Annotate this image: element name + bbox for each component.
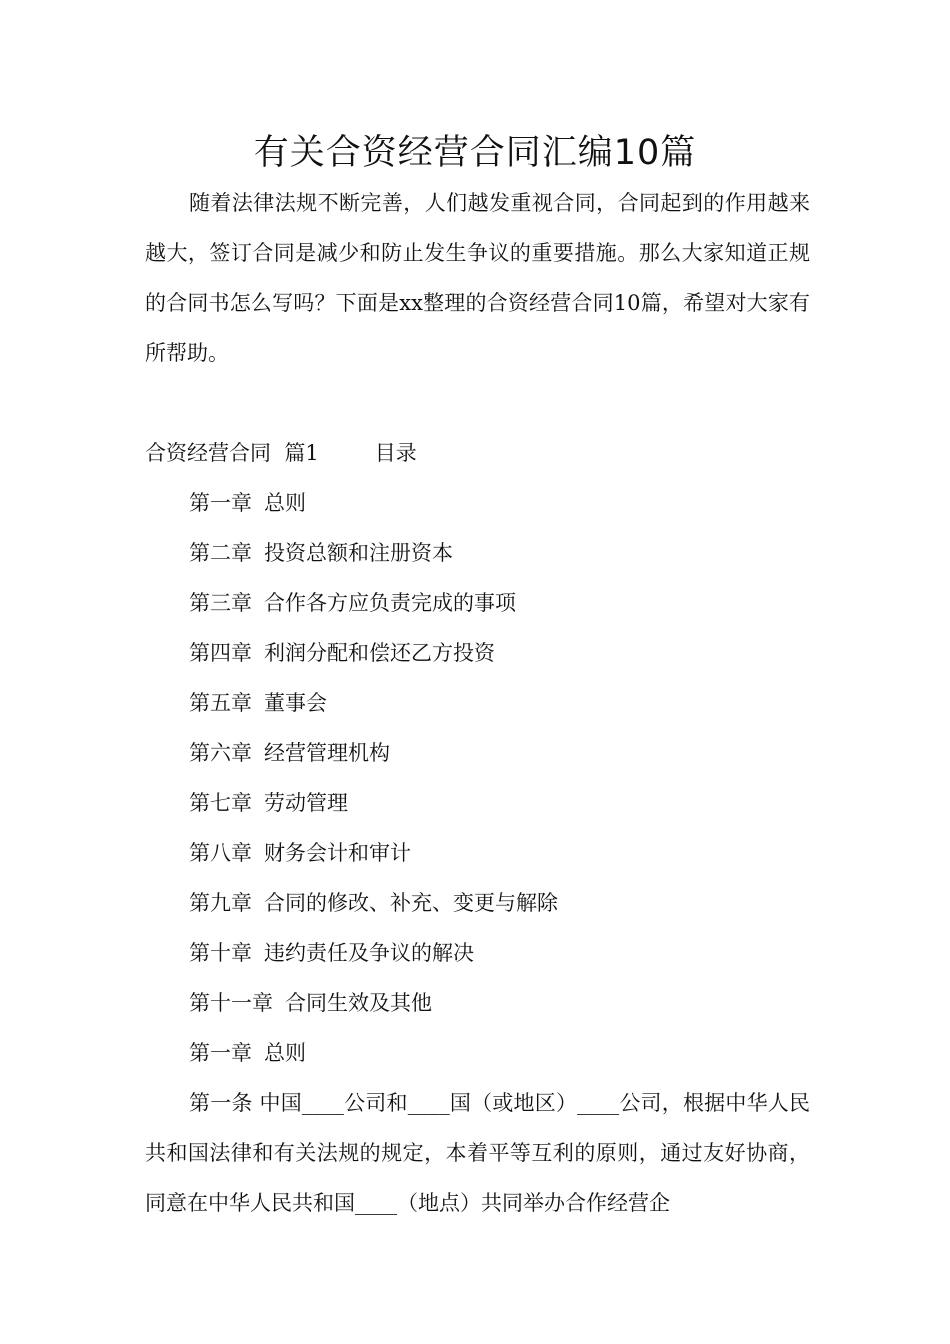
toc-chapter-number: 第四章 xyxy=(189,641,252,665)
document-body xyxy=(145,178,810,1228)
toc-chapter-name: 董事会 xyxy=(264,691,327,715)
toc-chapter-number: 第三章 xyxy=(189,591,252,615)
toc-item xyxy=(145,528,810,578)
chapter-name: 总则 xyxy=(264,1041,306,1065)
document-title: 有关合资经营合同汇编10篇 xyxy=(253,133,697,173)
toc-chapter-name: 违约责任及争议的解决 xyxy=(264,941,474,965)
toc-chapter-number: 第二章 xyxy=(189,541,252,565)
toc-chapter-name: 劳动管理 xyxy=(264,791,348,815)
toc-label: 目录 xyxy=(374,441,417,465)
toc-item xyxy=(145,878,810,928)
toc-chapter-number: 第八章 xyxy=(189,841,252,865)
toc-item xyxy=(145,978,810,1028)
toc-item xyxy=(145,578,810,628)
table-of-contents xyxy=(145,478,810,1028)
toc-chapter-number: 第六章 xyxy=(189,741,252,765)
toc-chapter-name: 投资总额和注册资本 xyxy=(264,541,453,565)
chapter-number: 第一章 xyxy=(189,1041,252,1065)
toc-chapter-number: 第十一章 xyxy=(189,991,273,1015)
toc-chapter-number: 第七章 xyxy=(189,791,252,815)
article-paragraph: 第一条 中国____公司和____国（或地区）____公司，根据中华人民共和国法律和有关法规的规定，本着平等互利的原则，通过友好协商，同意在中华人民共和国____（地点）共同举办合作经营企 xyxy=(145,1091,810,1215)
toc-chapter-name: 合同的修改、补充、变更与解除 xyxy=(264,891,558,915)
intro-paragraph: 随着法律法规不断完善，人们越发重视合同，合同起到的作用越来越大，签订合同是减少和防止发生争议的重要措施。那么大家知道正规的合同书怎么写吗？下面是xx整理的合资经营合同10篇，希望对大家有所帮助。 xyxy=(145,191,810,365)
toc-chapter-number: 第九章 xyxy=(189,891,252,915)
section-title: 合资经营合同 篇1 xyxy=(145,441,319,465)
toc-chapter-number: 第五章 xyxy=(189,691,252,715)
toc-chapter-number: 第一章 xyxy=(189,491,252,515)
chapter-heading xyxy=(145,1028,810,1078)
toc-chapter-number: 第十章 xyxy=(189,941,252,965)
toc-item xyxy=(145,828,810,878)
toc-item xyxy=(145,778,810,828)
toc-chapter-name: 利润分配和偿还乙方投资 xyxy=(264,641,495,665)
toc-chapter-name: 总则 xyxy=(264,491,306,515)
toc-chapter-name: 合作各方应负责完成的事项 xyxy=(264,591,516,615)
toc-item xyxy=(145,678,810,728)
toc-item xyxy=(145,478,810,528)
toc-chapter-name: 合同生效及其他 xyxy=(285,991,432,1015)
toc-chapter-name: 经营管理机构 xyxy=(264,741,390,765)
toc-item xyxy=(145,928,810,978)
toc-item xyxy=(145,728,810,778)
toc-item xyxy=(145,628,810,678)
section-heading xyxy=(145,428,810,478)
toc-chapter-name: 财务会计和审计 xyxy=(264,841,411,865)
